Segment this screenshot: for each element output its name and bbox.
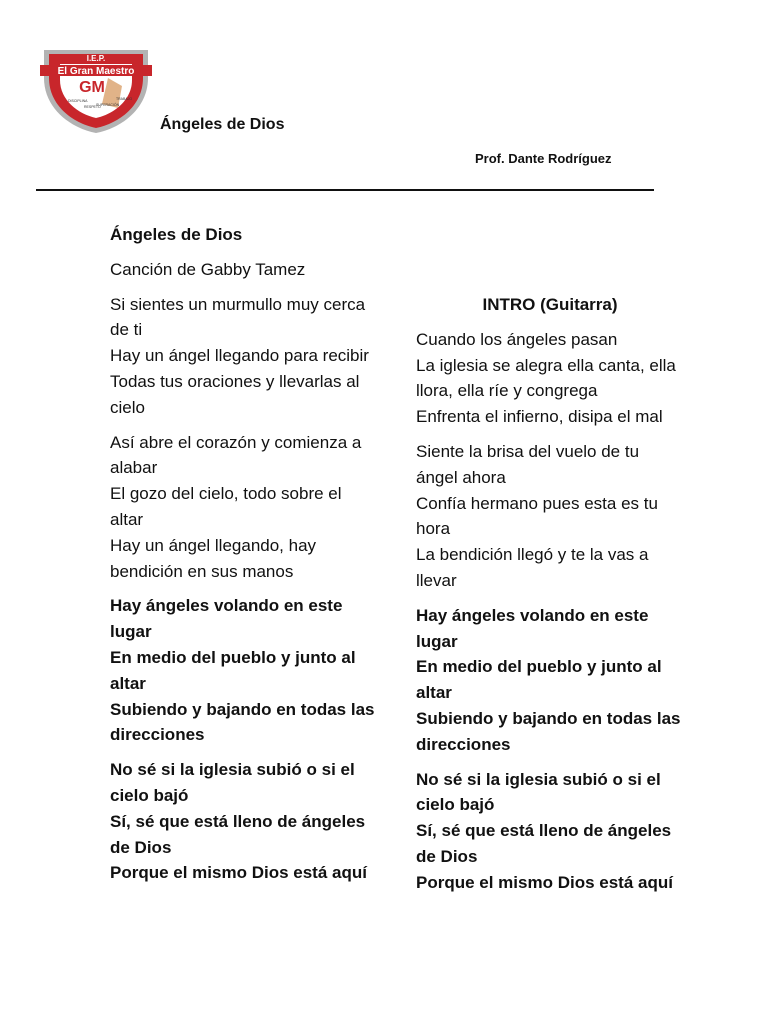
logo-motto-1: DISCIPLINA [68,99,88,103]
logo-initials: GM [79,79,105,96]
author-name: Prof. Dante Rodríguez [475,151,612,166]
logo-banner-text: El Gran Maestro [57,66,135,77]
song-credit: Canción de Gabby Tamez [110,259,306,279]
lyric-line: Siente la brisa del vuelo de tu ángel ahora [416,441,640,487]
lyric-line: No sé si la iglesia subió o si el cielo bajó [110,760,355,805]
shield-icon [38,42,154,134]
lyric-line: La bendición llegó y te la vas a llevar [416,545,649,590]
lyric-line: Confía hermano pues esta es tu hora [416,493,658,539]
lyric-line: Todas tus oraciones y llevarlas al cielo [110,371,360,417]
logo-top-text: I.E.P. [86,54,106,63]
lyric-line: Sí, sé que está lleno de ángeles de Dios [416,821,672,866]
header-divider [36,189,654,191]
page-title: Ángeles de Dios [160,116,285,133]
verse-3 [416,327,684,430]
right-column [416,292,684,905]
lyric-line: En medio del pueblo y junto al altar [110,647,356,693]
lyric-line: Si sientes un murmullo muy cerca de ti [110,294,366,340]
logo-motto-3: SUPERACIÓN [96,103,120,107]
lyric-line: Subiendo y bajando en todas las direcciones [110,699,375,745]
lyric-line: Hay un ángel llegando para recibir [110,346,369,366]
lyric-line: La iglesia se alegra ella canta, ella llora, ella ríe y congrega [416,355,676,401]
chorus-2 [110,757,378,886]
lyric-line: Cuando los ángeles pasan [416,329,618,349]
lyric-line: Hay ángeles volando en este lugar [110,596,343,642]
chorus-2 [416,767,684,896]
lyric-line: El gozo del cielo, todo sobre el altar [110,484,342,529]
verse-4 [416,439,684,594]
school-logo [38,42,154,134]
chorus-1 [416,603,684,758]
left-column [110,222,378,895]
lyric-line: Enfrenta el infierno, disipa el mal [416,407,663,427]
lyric-line: Porque el mismo Dios está aquí [416,872,673,892]
lyric-line: Subiendo y bajando en todas las direcciones [416,708,681,754]
lyric-line: En medio del pueblo y junto al altar [416,657,662,703]
lyric-line: Así abre el corazón y comienza a alabar [110,432,362,478]
logo-motto-4: TRABAJO [116,97,133,101]
song-title: Ángeles de Dios [110,225,243,244]
verse-2 [110,430,378,585]
lyric-line: Sí, sé que está lleno de ángeles de Dios [110,811,366,857]
lyric-line: Hay un ángel llegando, hay bendición en sus manos [110,535,317,581]
lyric-line: Porque el mismo Dios está aquí [110,863,367,883]
intro-label: INTRO (Guitarra) [482,295,618,314]
logo-motto-2: RESPETO [84,105,101,109]
chorus-1 [110,593,378,748]
lyric-line: No sé si la iglesia subió o si el cielo bajó [416,769,661,815]
verse-1 [110,292,378,421]
lyric-line: Hay ángeles volando en este lugar [416,605,649,651]
